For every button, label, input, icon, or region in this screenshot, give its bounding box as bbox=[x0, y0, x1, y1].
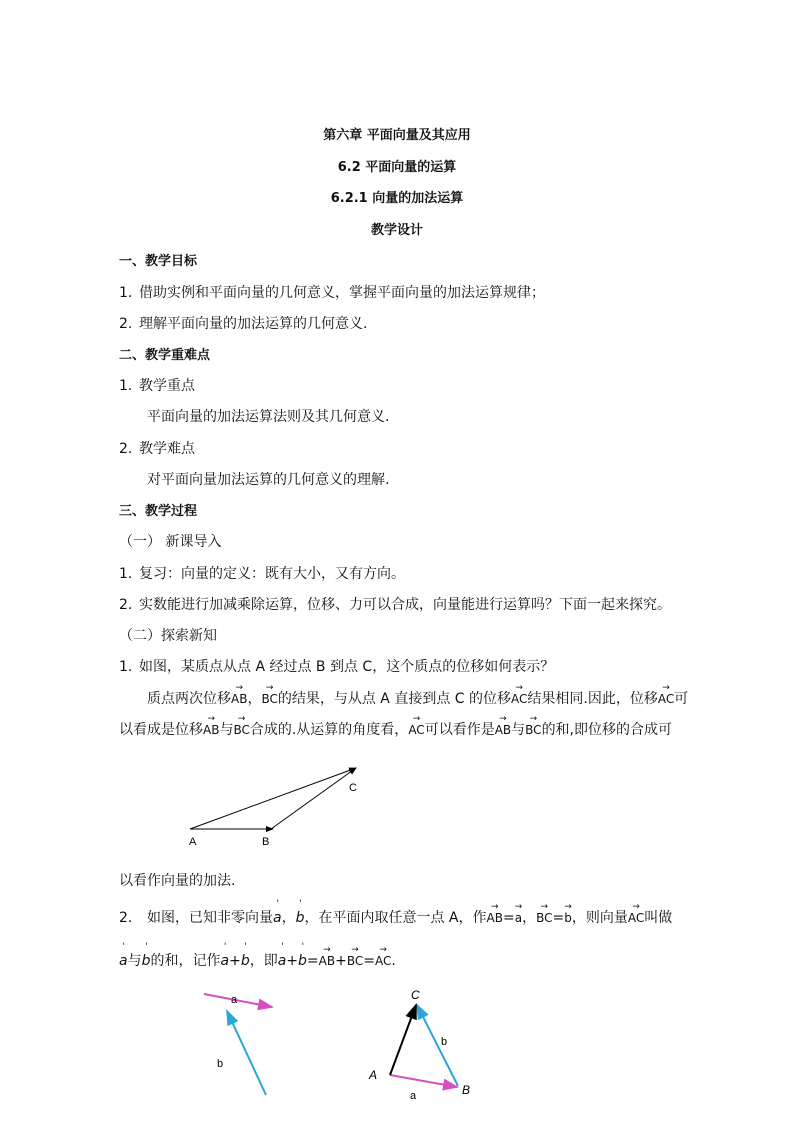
part1-item-1 bbox=[119, 563, 405, 583]
text-run: 质点两次位移 bbox=[147, 691, 231, 707]
difficulty-label-line bbox=[119, 438, 195, 458]
point-label-a: A bbox=[369, 1068, 378, 1082]
vector-b: ' b bbox=[298, 953, 307, 969]
focus-label: 教学重点 bbox=[139, 378, 195, 394]
goal-text: 借助实例和平面向量的几何意义，掌握平面向量的加法运算规律； bbox=[139, 285, 545, 301]
goal-num: 2. bbox=[119, 316, 133, 332]
point-label-c: C bbox=[349, 782, 357, 794]
text-run: ， bbox=[247, 691, 262, 707]
text-run: 合成的.从运算的角度看， bbox=[249, 722, 409, 738]
q1-text: 如图，某质点从点 A 经过点 B 到点 C，这个质点的位移如何表示？ bbox=[139, 659, 555, 675]
vector-a: ' a bbox=[220, 953, 229, 969]
q1-num: 1. bbox=[119, 659, 133, 675]
text-run: 的结果，与从点 A 直接到点 C 的位移 bbox=[277, 691, 512, 707]
vector-ac: → AC bbox=[511, 692, 527, 706]
q1-paragraph-line-1 bbox=[147, 688, 688, 708]
text-run: ，在平面内取任意一点 A，作 bbox=[304, 910, 487, 926]
text-run: 可以看作是 bbox=[424, 722, 495, 738]
vector-bc: → BC bbox=[261, 692, 277, 706]
part2-title: （二）探索新知 bbox=[119, 628, 217, 644]
q1-paragraph-line-3: 以看作向量的加法. bbox=[119, 873, 236, 889]
text-run: . bbox=[391, 953, 396, 969]
focus-label-line bbox=[119, 375, 195, 395]
keypoints-heading: 二、教学重难点 bbox=[119, 348, 211, 363]
item-num: 1. bbox=[119, 566, 133, 582]
goal-item-2 bbox=[119, 313, 367, 333]
vector-ac-arrow bbox=[190, 768, 356, 829]
text-run: + bbox=[229, 953, 241, 969]
q2-line-1 bbox=[119, 907, 672, 927]
chapter-title: 第六章 平面向量及其应用 bbox=[323, 128, 471, 143]
vector-b-arrow bbox=[227, 1011, 266, 1095]
vector-a: → a bbox=[515, 911, 522, 925]
text-run: 以看成是位移 bbox=[119, 722, 203, 738]
part1-item-2 bbox=[119, 594, 671, 614]
focus-text: 平面向量的加法运算法则及其几何意义. bbox=[147, 409, 390, 425]
section-title: 6.2 平面向量的运算 bbox=[337, 160, 457, 175]
q1-line bbox=[119, 656, 554, 676]
vector-ac: → AC bbox=[375, 954, 391, 968]
vector-a-arrow bbox=[204, 994, 272, 1007]
text-run: 与 bbox=[511, 722, 526, 738]
vector-b-label: b bbox=[441, 1036, 448, 1048]
vector-b: ' b bbox=[241, 953, 250, 969]
vector-ac: → AC bbox=[628, 911, 644, 925]
focus-num: 1. bbox=[119, 378, 133, 394]
item-num: 2. bbox=[119, 597, 133, 613]
vector-b: ' b bbox=[142, 953, 151, 969]
text-run: ，即 bbox=[249, 953, 278, 969]
process-heading: 三、教学过程 bbox=[119, 504, 198, 519]
text-run: 的和,即位移的合成可 bbox=[541, 722, 673, 738]
text-run: 与 bbox=[127, 953, 142, 969]
text-run: ， bbox=[281, 910, 296, 926]
text-run: + bbox=[286, 953, 299, 969]
vector-a-arrow bbox=[390, 1075, 457, 1087]
part1-title: （一） 新课导入 bbox=[119, 534, 222, 550]
vector-ab: → AB bbox=[487, 911, 503, 925]
text-run: 可 bbox=[674, 691, 689, 707]
goal-num: 1. bbox=[119, 285, 133, 301]
q2-num: 2. bbox=[119, 910, 133, 926]
vector-bc: → BC bbox=[347, 954, 363, 968]
vector-ab: → AB bbox=[319, 954, 335, 968]
point-label-a: A bbox=[189, 836, 197, 848]
vector-a: ' a bbox=[119, 953, 128, 969]
point-label-b: B bbox=[462, 1083, 471, 1097]
text-run: + bbox=[335, 953, 347, 969]
difficulty-num: 2. bbox=[119, 441, 133, 457]
point-label-b: B bbox=[262, 836, 270, 848]
vector-a: ' a bbox=[273, 910, 282, 926]
text-run: ，则向量 bbox=[571, 910, 628, 926]
vector-sum-arrow bbox=[390, 1005, 416, 1075]
text-run: 的和，记作 bbox=[150, 953, 221, 969]
text-run: 叫做 bbox=[644, 910, 673, 926]
triangle-rule-figure bbox=[365, 983, 480, 1103]
vector-a-label: a bbox=[410, 1090, 417, 1102]
q2-line-2 bbox=[119, 950, 396, 970]
goal-text: 理解平面向量的加法运算的几何意义. bbox=[139, 316, 368, 332]
vector-a: ' a bbox=[278, 953, 287, 969]
vector-a-label: a bbox=[231, 994, 238, 1006]
text-run: 结果相同.因此，位移 bbox=[527, 691, 658, 707]
item-text: 实数能进行加减乘除运算，位移、力可以合成，向量能进行运算吗？下面一起来探究。 bbox=[139, 597, 671, 613]
vector-ac: → AC bbox=[658, 692, 674, 706]
text-run: ， bbox=[522, 910, 537, 926]
vector-bc: → BC bbox=[233, 723, 249, 737]
vector-b: → b bbox=[564, 911, 572, 925]
vector-ab: → AB bbox=[231, 692, 247, 706]
vector-b-arrow bbox=[417, 1005, 458, 1086]
difficulty-text: 对平面向量加法运算的几何意义的理解. bbox=[147, 472, 390, 488]
doc-type-title: 教学设计 bbox=[370, 223, 423, 238]
vector-ab: → AB bbox=[495, 723, 511, 737]
item-text: 复习：向量的定义：既有大小，又有方向。 bbox=[139, 566, 405, 582]
vector-bc: → BC bbox=[536, 911, 552, 925]
vector-bc: → BC bbox=[525, 723, 541, 737]
vector-ab: → AB bbox=[203, 723, 219, 737]
point-label-c: C bbox=[411, 988, 420, 1002]
text-run: = bbox=[502, 910, 515, 926]
difficulty-label: 教学难点 bbox=[139, 441, 195, 457]
text-run: = bbox=[306, 953, 319, 969]
subsection-title: 6.2.1 向量的加法运算 bbox=[330, 191, 464, 206]
goals-heading: 一、教学目标 bbox=[119, 254, 198, 269]
vector-b: ' b bbox=[296, 910, 305, 926]
text-run: 如图，已知非零向量 bbox=[147, 910, 273, 926]
text-run: = bbox=[363, 953, 375, 969]
given-vectors-figure bbox=[190, 985, 290, 1100]
displacement-figure bbox=[180, 760, 380, 855]
vector-b-label: b bbox=[217, 1058, 224, 1070]
goal-item-1 bbox=[119, 282, 545, 302]
q1-paragraph-line-2 bbox=[119, 719, 672, 739]
text-run: = bbox=[552, 910, 565, 926]
text-run: 与 bbox=[219, 722, 234, 738]
vector-bc-arrow bbox=[271, 768, 356, 829]
vector-ac: → AC bbox=[408, 723, 424, 737]
